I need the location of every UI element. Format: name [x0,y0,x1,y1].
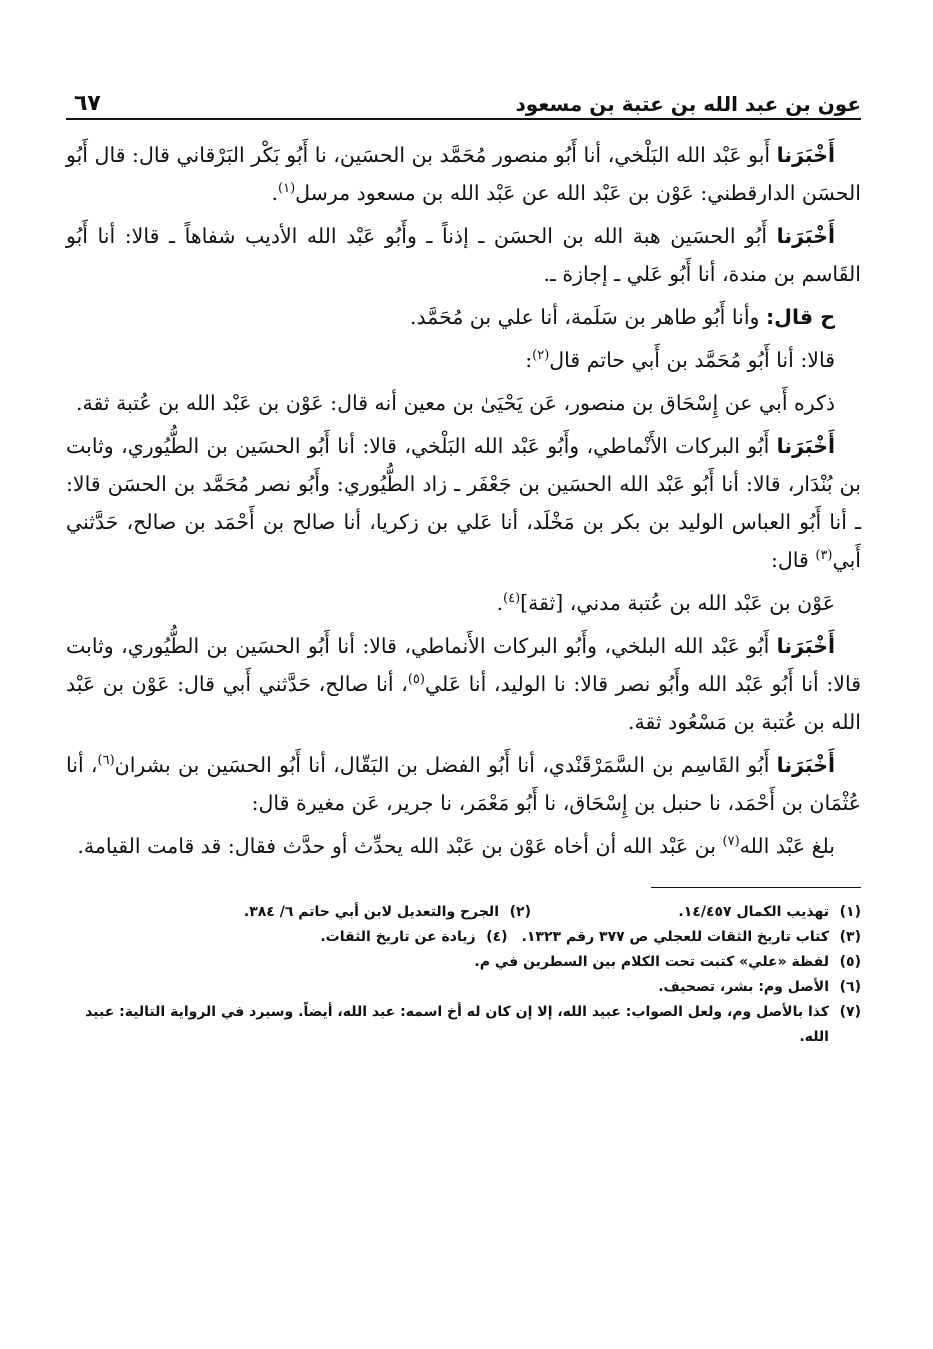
paragraph-tail: ، أنا صالح، حَدَّثني أَبي قال: عَوْن بن عَبْد الله بن عُتبة بن مَسْعُود ثقة. [66,672,861,734]
lead-word: أَخْبَرَنا [776,753,835,777]
paragraph-text: أَبُو الحسَين هبة الله بن الحسَن ـ إذناً ـ وأَبُو عَبْد الله الأديب شفاهاً ـ قالا: أنا أَبُو القَاسم بن مندة، أنا أَبُو عَلي ـ إجازة ـ. [66,224,861,286]
footnote-4 [320,925,507,950]
paragraph-6 [66,427,861,579]
page-header [66,82,861,120]
paragraph-3 [66,298,861,336]
footnote-2 [244,900,531,925]
footnote-number: (٦) [839,979,861,995]
footnote-1 [531,900,861,925]
lead-word: أَخْبَرَنا [776,434,835,458]
footnote-number: (١) [839,904,861,920]
footnote-separator [651,887,861,888]
paragraph-text: أَبُو عَبْد الله البلخي، وأَبُو البركات الأَنماطي، قالا: أنا أَبُو الحسَين بن الطُّيُوري، وثابت قالا: أنا أَبُو عَبْد الله وأَبُو نصر قالا: نا الوليد، أنا عَلي [66,634,861,696]
paragraph-5 [66,384,861,422]
footnote-text: كتاب تاريخ الثقات للعجلي ص ٣٧٧ رقم ١٣٢٣. [521,929,829,945]
footnotes [66,900,861,1050]
footnote-ref-3: (٣) [815,548,833,564]
footnote-text: تهذيب الكمال ١٤/٤٥٧. [678,904,829,920]
paragraph-tail: . [496,591,504,615]
paragraph-10 [66,827,861,865]
lead-word: أَخْبَرَنا [776,634,835,658]
paragraph-text: ذكره أَبي عن إِسْحَاق بن منصور، عَن يَحْيَىٰ بن معين أنه قال: عَوْن بن عَبْد الله بن عُتبة ثقة. [75,391,835,415]
paragraph-7 [66,584,861,622]
main-text [66,136,861,865]
tahwil-marker: ح قال: [765,305,835,329]
footnote-ref-4: (٤) [503,591,521,607]
paragraph-4 [66,341,861,379]
paragraph-9 [66,746,861,822]
footnote-ref-6: (٦) [97,753,115,769]
book-page [66,82,861,1050]
footnote-row [66,900,861,925]
footnote-3 [522,925,861,950]
footnote-number: (٤) [486,929,508,945]
footnote-ref-7: (٧) [722,834,740,850]
footnote-number: (٣) [839,929,861,945]
paragraph-text: وأنا أَبُو طاهر بن سَلَمة، أنا علي بن مُحَمَّد. [409,305,766,329]
footnote-number: (٧) [839,1004,861,1020]
paragraph-tail: : [525,348,533,372]
paragraph-tail: ، أنا عُثْمَان بن أَحْمَد، نا حنبل بن إِسْحَاق، نا أَبُو مَعْمَر، نا جرير، عَن مغيرة قال: [66,753,861,815]
paragraph-text: أَبو عَبْد الله البَلْخي، أنا أَبُو منصور مُحَمَّد بن الحسَين، نا أَبُو بَكْر البَرْقاني قال: قال أَبُو الحسَن الدارقطني: عَوْن بن عَبْد الله عن عَبْد الله بن مسعود مرسل [66,143,861,205]
paragraph-tail: بن عَبْد الله أن أخاه عَوْن بن عَبْد الله يحدِّث أو حدَّث فقال: قد قامت القيامة. [77,834,723,858]
footnote-text: الأصل وم: بشر، تصحيف. [658,979,829,995]
footnote-text: كذا بالأصل وم، ولعل الصواب: عبيد الله، إلا إن كان له أخ اسمه: عبد الله، أيضاً. وسيرد في الرواية التالية: عبيد الله. [85,1004,829,1045]
paragraph-text: بلغ عَبْد الله [739,834,835,858]
lead-word: أَخْبَرَنا [776,143,835,167]
paragraph-2 [66,217,861,293]
page-number: ٦٧ [74,91,101,116]
footnote-5 [66,950,861,975]
footnote-ref-1: (١) [278,181,296,197]
footnote-ref-5: (٥) [407,672,425,688]
paragraph-tail: . [271,181,279,205]
footnote-6 [66,975,861,1000]
footnote-7 [66,1000,861,1050]
footnote-text: الجرح والتعديل لابن أبي حاتم ٦/ ٣٨٤. [243,904,499,920]
paragraph-text: أَبُو القَاسِم بن السَّمَرْقَنْدي، أنا أَبُو الفضل بن البَقّال، أنا أَبُو الحسَين بن بشران [114,753,777,777]
paragraph-text: عَوْن بن عَبْد الله بن عُتبة مدني، [ثقة] [520,591,835,615]
lead-word: أَخْبَرَنا [776,224,835,248]
paragraph-text: قالا: أنا أَبُو مُحَمَّد بن أَبي حاتم قال [549,348,835,372]
running-title: عون بن عبد الله بن عتبة بن مسعود [515,92,861,116]
footnote-ref-2: (٢) [532,348,550,364]
paragraph-text: أَبُو البركات الأَنْماطي، وأَبُو عَبْد الله البَلْخي، قالا: أنا أَبُو الحسَين بن الطُّيُوري، وثابت بن بُنْدَار، قالا: أنا أَبُو عَبْد الله الحسَين بن جَعْفَر ـ زاد الطُّيُوري: وأَبُو نصر مُحَمَّد بن الحسَن قالا: ـ أنا أَبُو العباس الوليد بن بكر بن مَخْلَد، أنا عَلي بن زكريا، أنا صالح بن أَحْمَد بن صالح، حَدَّثني أَبي [66,434,861,572]
paragraph-8 [66,627,861,741]
footnote-text: لفظة «علي» كتبت تحت الكلام بين السطرين في م. [474,954,829,970]
footnote-number: (٢) [509,904,531,920]
paragraph-1 [66,136,861,212]
paragraph-tail: قال: [770,548,816,572]
footnote-text: زيادة عن تاريخ الثقات. [320,929,476,945]
footnote-number: (٥) [839,954,861,970]
footnote-row [66,925,861,950]
